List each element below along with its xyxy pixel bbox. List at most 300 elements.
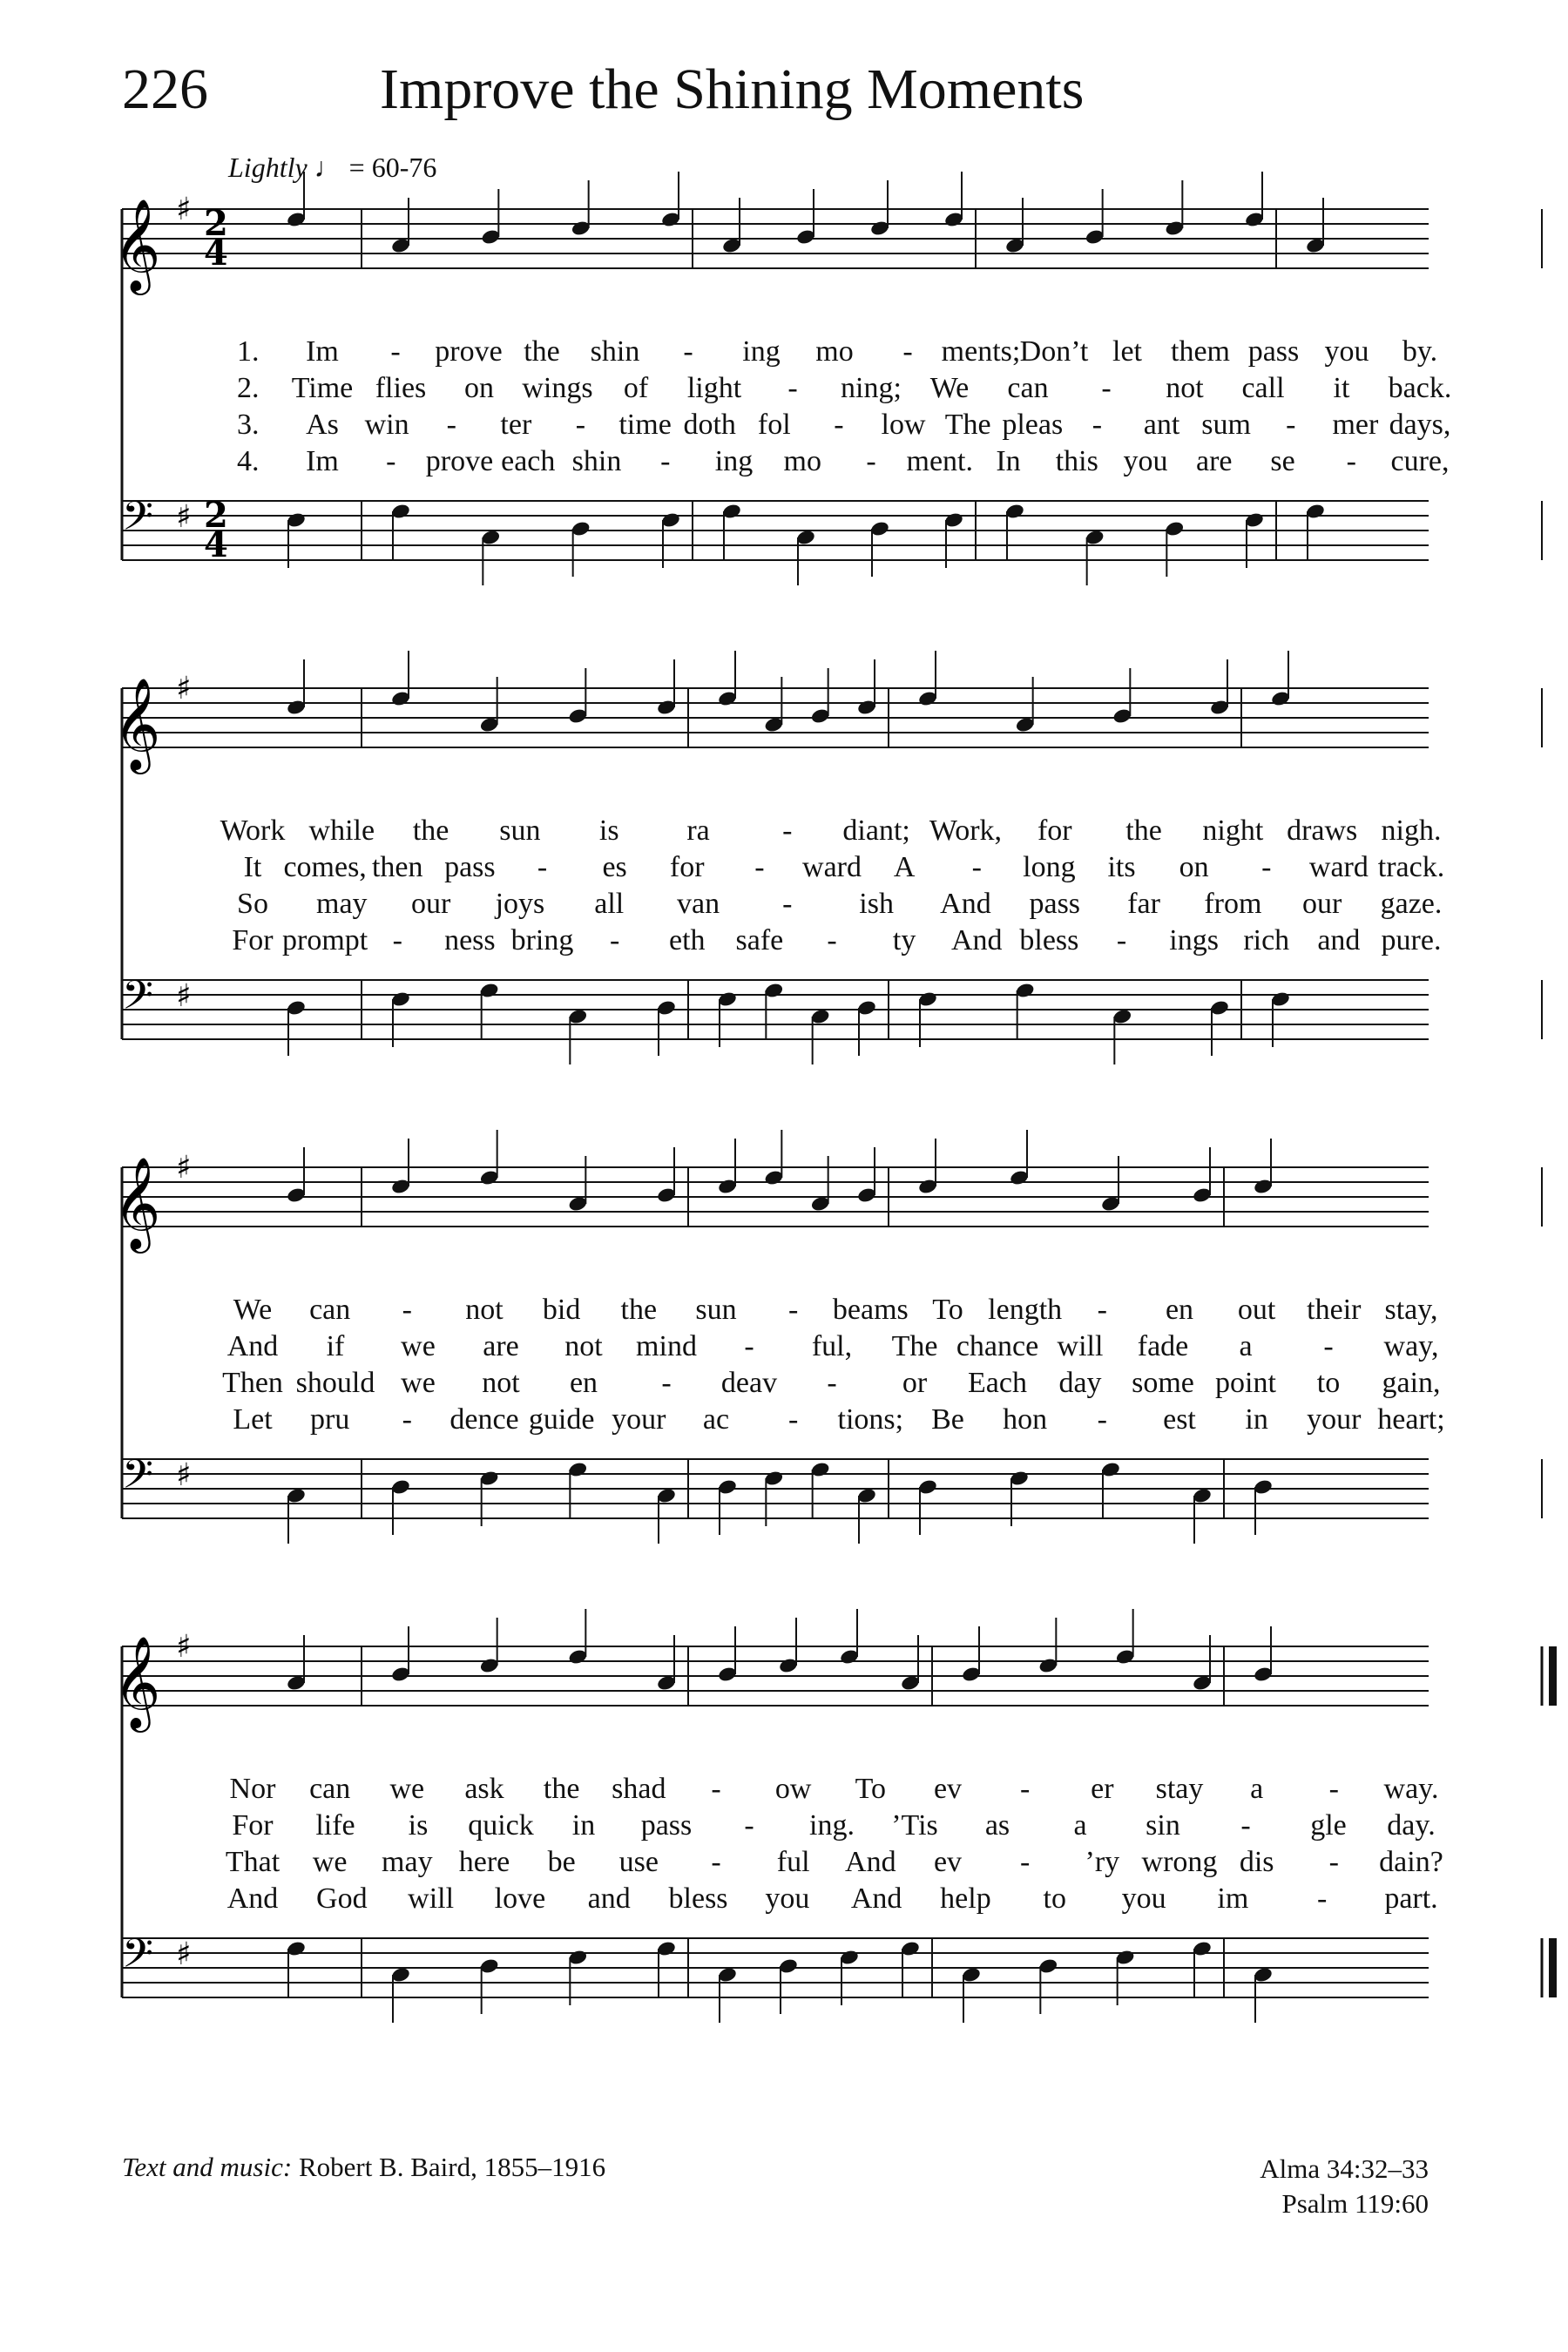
lyric-syllable: the [543, 1773, 580, 1805]
lyric-syllable: far [1127, 888, 1160, 920]
lyric-syllable: are [1195, 445, 1233, 477]
lyric-syllable: by. [1402, 335, 1438, 368]
tempo-word: Lightly [228, 152, 308, 183]
lyric-syllable: call [1241, 372, 1285, 404]
lyric-syllable: point [1215, 1367, 1276, 1399]
lyric-hyphen: - [537, 851, 548, 883]
lyric-syllable: prove [425, 445, 494, 477]
bass-clef-icon: 𝄢 [122, 493, 154, 550]
lyric-syllable: A [893, 851, 916, 883]
lyric-syllable: dence [449, 1403, 519, 1436]
lyric-syllable: ty [892, 924, 916, 956]
lyric-hyphen: - [1097, 1294, 1107, 1326]
lyric-hyphen: - [392, 924, 402, 956]
verse-number: 2. [237, 372, 260, 404]
lyric-line [270, 445, 1450, 482]
lyric-syllable: God [316, 1882, 368, 1915]
lyric-syllable: And [950, 924, 1003, 956]
lyric-syllable: days, [1389, 409, 1451, 441]
lyric-syllable: doth [683, 409, 736, 441]
lyric-syllable: we [401, 1330, 436, 1362]
lyric-syllable: diant; [842, 814, 910, 847]
lyric-syllable: on [464, 372, 494, 404]
lyric-syllable: ings [1169, 924, 1219, 956]
lyric-hyphen: - [782, 814, 793, 847]
lyric-syllable: van [676, 888, 720, 920]
lyric-syllable: Then [222, 1367, 283, 1399]
lyric-syllable: ev [933, 1773, 963, 1805]
lyric-syllable: a [1073, 1809, 1087, 1842]
lyric-syllable: ow [774, 1773, 812, 1805]
lyric-syllable: can [309, 1294, 351, 1326]
credit-name: Robert B. Baird, 1855–1916 [298, 2152, 606, 2182]
hymn-title: Improve the Shining Moments [380, 57, 1085, 121]
treble-clef-icon: 𝄞 [113, 677, 161, 770]
lyric-syllable: ward [802, 851, 862, 883]
lyric-syllable: hon [1003, 1403, 1048, 1436]
lyric-syllable: you [1121, 1882, 1166, 1915]
time-signature-digit: 4 [204, 524, 228, 565]
lyric-syllable: let [1112, 335, 1142, 368]
lyric-syllable: pure. [1381, 924, 1442, 956]
lyric-syllable: from [1204, 888, 1262, 920]
lyric-syllable: sun [499, 814, 541, 847]
credit-line [122, 2152, 605, 2183]
treble-clef-icon: 𝄞 [113, 198, 161, 291]
lyric-syllable: day [1058, 1367, 1102, 1399]
lyric-syllable: bless [1019, 924, 1079, 956]
lyric-syllable: use [618, 1846, 659, 1878]
lyric-syllable: ac [702, 1403, 730, 1436]
lyric-syllable: stay, [1384, 1294, 1438, 1326]
lyric-hyphen: - [866, 445, 876, 477]
treble-staff [122, 1646, 1429, 1706]
lyric-syllable: mo [815, 335, 854, 368]
lyric-syllable: The [891, 1330, 938, 1362]
lyric-syllable: se [1270, 445, 1295, 477]
lyric-syllable: ing [714, 445, 754, 477]
sharp-icon: ♯ [176, 499, 192, 535]
lyric-syllable: bless [668, 1882, 728, 1915]
lyric-syllable: stay [1155, 1773, 1204, 1805]
lyric-hyphen: - [787, 1294, 799, 1326]
lyric-syllable: Work [220, 814, 286, 847]
lyric-syllable: is [408, 1809, 429, 1842]
lyric-line [122, 1330, 1439, 1367]
sharp-icon: ♯ [176, 192, 192, 227]
lyric-hyphen: - [1323, 1330, 1334, 1362]
lyric-hyphen: - [386, 445, 396, 477]
lyric-hyphen: - [902, 335, 913, 368]
scripture-ref-2: Psalm 119:60 [1281, 2188, 1429, 2220]
lyric-syllable: our [410, 888, 451, 920]
lyric-syllable: Im [306, 335, 339, 368]
lyric-hyphen: - [1097, 1403, 1107, 1436]
lyric-syllable: pass [1029, 888, 1081, 920]
lyric-syllable: draws [1287, 814, 1358, 847]
lyric-syllable: beams [832, 1294, 909, 1326]
lyric-line [122, 888, 1443, 924]
sharp-icon: ♯ [176, 978, 192, 1014]
lyric-syllable: may [382, 1846, 433, 1878]
lyric-syllable: gain, [1382, 1367, 1441, 1399]
lyric-syllable: And [226, 1330, 279, 1362]
lyric-syllable: length [988, 1294, 1063, 1326]
lyric-syllable: time [618, 409, 672, 441]
lyric-syllable: wrong [1141, 1846, 1218, 1878]
lyric-syllable: In [996, 445, 1021, 477]
lyric-syllable: their [1307, 1294, 1362, 1326]
lyric-syllable: you [1123, 445, 1168, 477]
lyric-syllable: bid [542, 1294, 581, 1326]
lyric-hyphen: - [1286, 409, 1296, 441]
lyric-syllable: cure, [1390, 445, 1450, 477]
lyric-hyphen: - [787, 1403, 799, 1436]
lyric-syllable: chance [956, 1330, 1039, 1362]
lyric-syllable: eth [668, 924, 706, 956]
lyric-syllable: it [1333, 372, 1350, 404]
lyric-syllable: fol [757, 409, 791, 441]
lyric-syllable: flies [375, 372, 427, 404]
lyric-line [122, 1294, 1438, 1330]
lyric-syllable: light [686, 372, 742, 404]
lyric-syllable: here [458, 1846, 510, 1878]
lyric-syllable: should [295, 1367, 375, 1399]
lyric-hyphen: - [711, 1773, 721, 1805]
lyric-syllable: day. [1387, 1809, 1436, 1842]
lyric-syllable: heart; [1377, 1403, 1445, 1436]
lyric-syllable: ing. [809, 1809, 855, 1842]
lyric-syllable: you [765, 1882, 810, 1915]
lyric-syllable: Work, [929, 814, 1003, 847]
lyric-syllable: That [225, 1846, 280, 1878]
lyric-syllable: pass [640, 1809, 693, 1842]
lyric-syllable: Be [931, 1403, 964, 1436]
lyric-syllable: on [1179, 851, 1209, 883]
lyric-hyphen: - [575, 409, 586, 441]
lyric-syllable: est [1163, 1403, 1196, 1436]
lyric-line [122, 1809, 1436, 1846]
lyric-syllable: can [1007, 372, 1049, 404]
verse-number: 1. [237, 335, 260, 368]
lyric-syllable: a [1239, 1330, 1253, 1362]
lyric-syllable: guide [528, 1403, 595, 1436]
lyric-syllable: And [850, 1882, 902, 1915]
lyric-syllable: we [312, 1846, 348, 1878]
lyric-syllable: this [1055, 445, 1098, 477]
lyric-syllable: shin [571, 445, 622, 477]
lyric-syllable: are [483, 1330, 519, 1362]
lyric-hyphen: - [834, 409, 844, 441]
lyric-hyphen: - [754, 851, 765, 883]
lyric-syllable: The [944, 409, 991, 441]
lyric-syllable: then [371, 851, 423, 883]
lyric-syllable: As [306, 409, 339, 441]
lyric-syllable: part. [1384, 1882, 1438, 1915]
lyric-hyphen: - [1328, 1846, 1339, 1878]
time-signature-digit: 4 [204, 233, 228, 274]
lyric-syllable: will [408, 1882, 455, 1915]
lyric-syllable: gle [1310, 1809, 1347, 1842]
lyric-hyphen: - [1019, 1846, 1031, 1878]
lyric-syllable: sum [1201, 409, 1251, 441]
lyric-syllable: mo [783, 445, 821, 477]
lyric-syllable: we [401, 1367, 436, 1399]
lyric-syllable: our [1302, 888, 1342, 920]
lyric-hyphen: - [402, 1403, 412, 1436]
sharp-icon: ♯ [176, 1150, 192, 1186]
lyric-syllable: bring [510, 924, 574, 956]
lyric-line [122, 924, 1442, 961]
lyric-syllable: comes, [283, 851, 367, 883]
lyric-syllable: pleas [1002, 409, 1064, 441]
lyric-syllable: you [1324, 335, 1369, 368]
lyric-hyphen: - [402, 1294, 412, 1326]
lyric-syllable: ter [500, 409, 532, 441]
lyric-syllable: the [1125, 814, 1162, 847]
lyric-syllable: er [1091, 1773, 1114, 1805]
lyric-syllable: back. [1388, 372, 1452, 404]
time-signature-digit: 2 [204, 203, 228, 244]
lyric-syllable: pass [1247, 335, 1300, 368]
lyric-syllable: mer [1332, 409, 1379, 441]
lyric-syllable: way, [1383, 1330, 1439, 1362]
lyric-syllable: ments; [941, 335, 1021, 368]
lyric-line [270, 409, 1451, 445]
lyric-syllable: So [237, 888, 268, 920]
lyric-syllable: them [1171, 335, 1230, 368]
lyric-syllable: dis [1239, 1846, 1274, 1878]
lyric-syllable: ning; [841, 372, 902, 404]
lyric-line [122, 851, 1445, 888]
quarter-note-icon: ♩ [314, 152, 342, 183]
final-barline [1549, 1938, 1557, 1997]
lyric-line [122, 1773, 1439, 1809]
lyric-syllable: ment. [906, 445, 973, 477]
lyric-syllable: ev [933, 1846, 963, 1878]
lyric-syllable: as [984, 1809, 1010, 1842]
lyric-syllable: Don’t [1019, 335, 1089, 368]
lyric-syllable: of [623, 372, 649, 404]
lyric-syllable: ant [1143, 409, 1180, 441]
lyric-syllable: prove [435, 335, 503, 368]
lyric-syllable: may [316, 888, 368, 920]
time-signature-digit: 2 [204, 495, 228, 536]
lyric-syllable: and [587, 1882, 631, 1915]
lyric-syllable: tions; [837, 1403, 904, 1436]
hymn-number: 226 [122, 57, 208, 121]
lyric-syllable: we [389, 1773, 425, 1805]
lyric-syllable: Each [968, 1367, 1027, 1399]
lyric-syllable: pru [309, 1403, 350, 1436]
credit-label: Text and music: [122, 2152, 293, 2182]
lyric-syllable: way. [1383, 1773, 1439, 1805]
lyric-syllable: not [465, 1294, 504, 1326]
lyric-syllable: We [929, 372, 970, 404]
lyric-line [270, 372, 1452, 409]
lyric-syllable: en [1165, 1294, 1194, 1326]
lyric-hyphen: - [683, 335, 693, 368]
lyric-syllable: if [326, 1330, 345, 1362]
lyric-syllable: each [501, 445, 556, 477]
lyric-syllable: the [620, 1294, 658, 1326]
lyric-syllable: nigh. [1381, 814, 1442, 847]
lyric-syllable: For [232, 1809, 274, 1842]
lyric-syllable: ra [686, 814, 710, 847]
lyric-line [122, 1882, 1438, 1919]
lyric-syllable: ask [464, 1773, 504, 1805]
lyric-syllable: will [1057, 1330, 1104, 1362]
lyric-syllable: deav [720, 1367, 778, 1399]
lyric-hyphen: - [1317, 1882, 1328, 1915]
lyric-syllable: gaze. [1380, 888, 1443, 920]
lyric-syllable: can [309, 1773, 351, 1805]
lyric-syllable: to [1043, 1882, 1066, 1915]
lyric-syllable: We [233, 1294, 273, 1326]
lyric-syllable: dain? [1379, 1846, 1443, 1878]
lyric-hyphen: - [782, 888, 793, 920]
lyric-syllable: Im [306, 445, 339, 477]
lyric-syllable: life [315, 1809, 355, 1842]
sharp-icon: ♯ [176, 1457, 192, 1493]
lyric-hyphen: - [390, 335, 401, 368]
lyric-line [122, 1403, 1445, 1440]
lyric-syllable: some [1132, 1367, 1194, 1399]
lyric-syllable: ish [859, 888, 894, 920]
lyric-syllable: To [932, 1294, 963, 1326]
lyric-syllable: the [524, 335, 560, 368]
lyric-hyphen: - [1240, 1809, 1251, 1842]
lyric-syllable: or [902, 1367, 928, 1399]
lyric-syllable: wings [522, 372, 593, 404]
lyric-syllable: and [1317, 924, 1361, 956]
lyric-syllable: sun [695, 1294, 737, 1326]
lyric-hyphen: - [827, 1367, 837, 1399]
lyric-syllable: en [569, 1367, 598, 1399]
lyric-syllable: not [564, 1330, 603, 1362]
lyric-hyphen: - [1092, 409, 1103, 441]
lyric-syllable: Time [291, 372, 354, 404]
bass-clef-icon: 𝄢 [122, 1451, 154, 1508]
lyric-hyphen: - [1328, 1773, 1339, 1805]
lyric-hyphen: - [1116, 924, 1127, 956]
lyric-syllable: is [598, 814, 619, 847]
lyric-syllable: night [1202, 814, 1264, 847]
sharp-icon: ♯ [176, 1629, 192, 1665]
lyric-hyphen: - [827, 924, 837, 956]
lyric-line [122, 1846, 1443, 1882]
lyric-syllable: low [881, 409, 926, 441]
lyric-hyphen: - [660, 445, 671, 477]
lyric-line [122, 1367, 1441, 1403]
lyric-syllable: Let [233, 1403, 273, 1436]
verse-number: 3. [237, 409, 260, 441]
lyric-syllable: ness [444, 924, 496, 956]
lyric-hyphen: - [446, 409, 456, 441]
lyric-syllable: for [1037, 814, 1072, 847]
lyric-syllable: safe [735, 924, 784, 956]
bass-staff [122, 1938, 1429, 1997]
lyric-syllable: long [1023, 851, 1076, 883]
bass-clef-icon: 𝄢 [122, 1930, 154, 1987]
lyric-syllable: ward [1308, 851, 1369, 883]
lyric-syllable: mind [636, 1330, 697, 1362]
lyric-syllable: shad [612, 1773, 666, 1805]
lyric-syllable: all [594, 888, 625, 920]
verse-number: 4. [237, 445, 260, 477]
lyric-syllable: the [412, 814, 449, 847]
lyric-syllable: its [1107, 851, 1136, 883]
lyric-hyphen: - [1261, 851, 1272, 883]
lyric-syllable: sin [1146, 1809, 1180, 1842]
lyric-syllable: quick [468, 1809, 534, 1842]
lyric-syllable: love [494, 1882, 546, 1915]
lyric-hyphen: - [1346, 445, 1356, 477]
lyric-line [270, 335, 1438, 372]
lyric-syllable: ’Tis [891, 1809, 938, 1842]
lyric-hyphen: - [711, 1846, 721, 1878]
lyric-syllable: prompt [282, 924, 368, 956]
scripture-references [1260, 2152, 1429, 2222]
lyric-syllable: shin [590, 335, 640, 368]
lyric-syllable: in [571, 1809, 596, 1842]
lyric-syllable: ing [742, 335, 781, 368]
lyric-syllable: help [940, 1882, 991, 1915]
lyric-syllable: And [940, 888, 991, 920]
treble-clef-icon: 𝄞 [113, 1156, 161, 1249]
lyric-syllable: And [845, 1846, 896, 1878]
scripture-ref-1: Alma 34:32–33 [1260, 2153, 1429, 2184]
lyric-syllable: Nor [229, 1773, 276, 1805]
treble-clef-icon: 𝄞 [113, 1635, 161, 1728]
lyric-hyphen: - [1101, 372, 1112, 404]
lyric-syllable: your [1307, 1403, 1362, 1436]
lyric-syllable: joys [495, 888, 545, 920]
lyric-syllable: fade [1137, 1330, 1189, 1362]
lyric-syllable: es [602, 851, 627, 883]
lyric-syllable: For [232, 924, 274, 956]
lyric-hyphen: - [787, 372, 798, 404]
sharp-icon: ♯ [176, 671, 192, 706]
final-barline [1549, 1646, 1557, 1706]
lyric-syllable: be [547, 1846, 576, 1878]
lyric-syllable: track. [1377, 851, 1445, 883]
lyric-syllable: not [1166, 372, 1204, 404]
lyric-line [122, 814, 1442, 851]
lyric-syllable: in [1245, 1403, 1268, 1436]
lyric-hyphen: - [744, 1809, 754, 1842]
lyric-syllable: rich [1243, 924, 1290, 956]
lyric-hyphen: - [661, 1367, 672, 1399]
lyric-syllable: To [855, 1773, 887, 1805]
lyric-hyphen: - [609, 924, 620, 956]
lyric-syllable: while [308, 814, 375, 847]
sharp-icon: ♯ [176, 1936, 192, 1972]
bass-clef-icon: 𝄢 [122, 972, 154, 1029]
lyric-syllable: It [243, 851, 262, 883]
lyric-syllable: win [364, 409, 409, 441]
lyric-hyphen: - [971, 851, 982, 883]
lyric-hyphen: - [744, 1330, 754, 1362]
tempo-range: = 60-76 [348, 152, 437, 183]
lyric-syllable: not [482, 1367, 520, 1399]
lyric-syllable: im [1217, 1882, 1249, 1915]
lyric-syllable: pass [444, 851, 496, 883]
lyric-syllable: ful, [811, 1330, 853, 1362]
lyric-syllable: out [1237, 1294, 1276, 1326]
lyric-syllable: for [669, 851, 705, 883]
lyric-syllable: ’ry [1085, 1846, 1120, 1878]
